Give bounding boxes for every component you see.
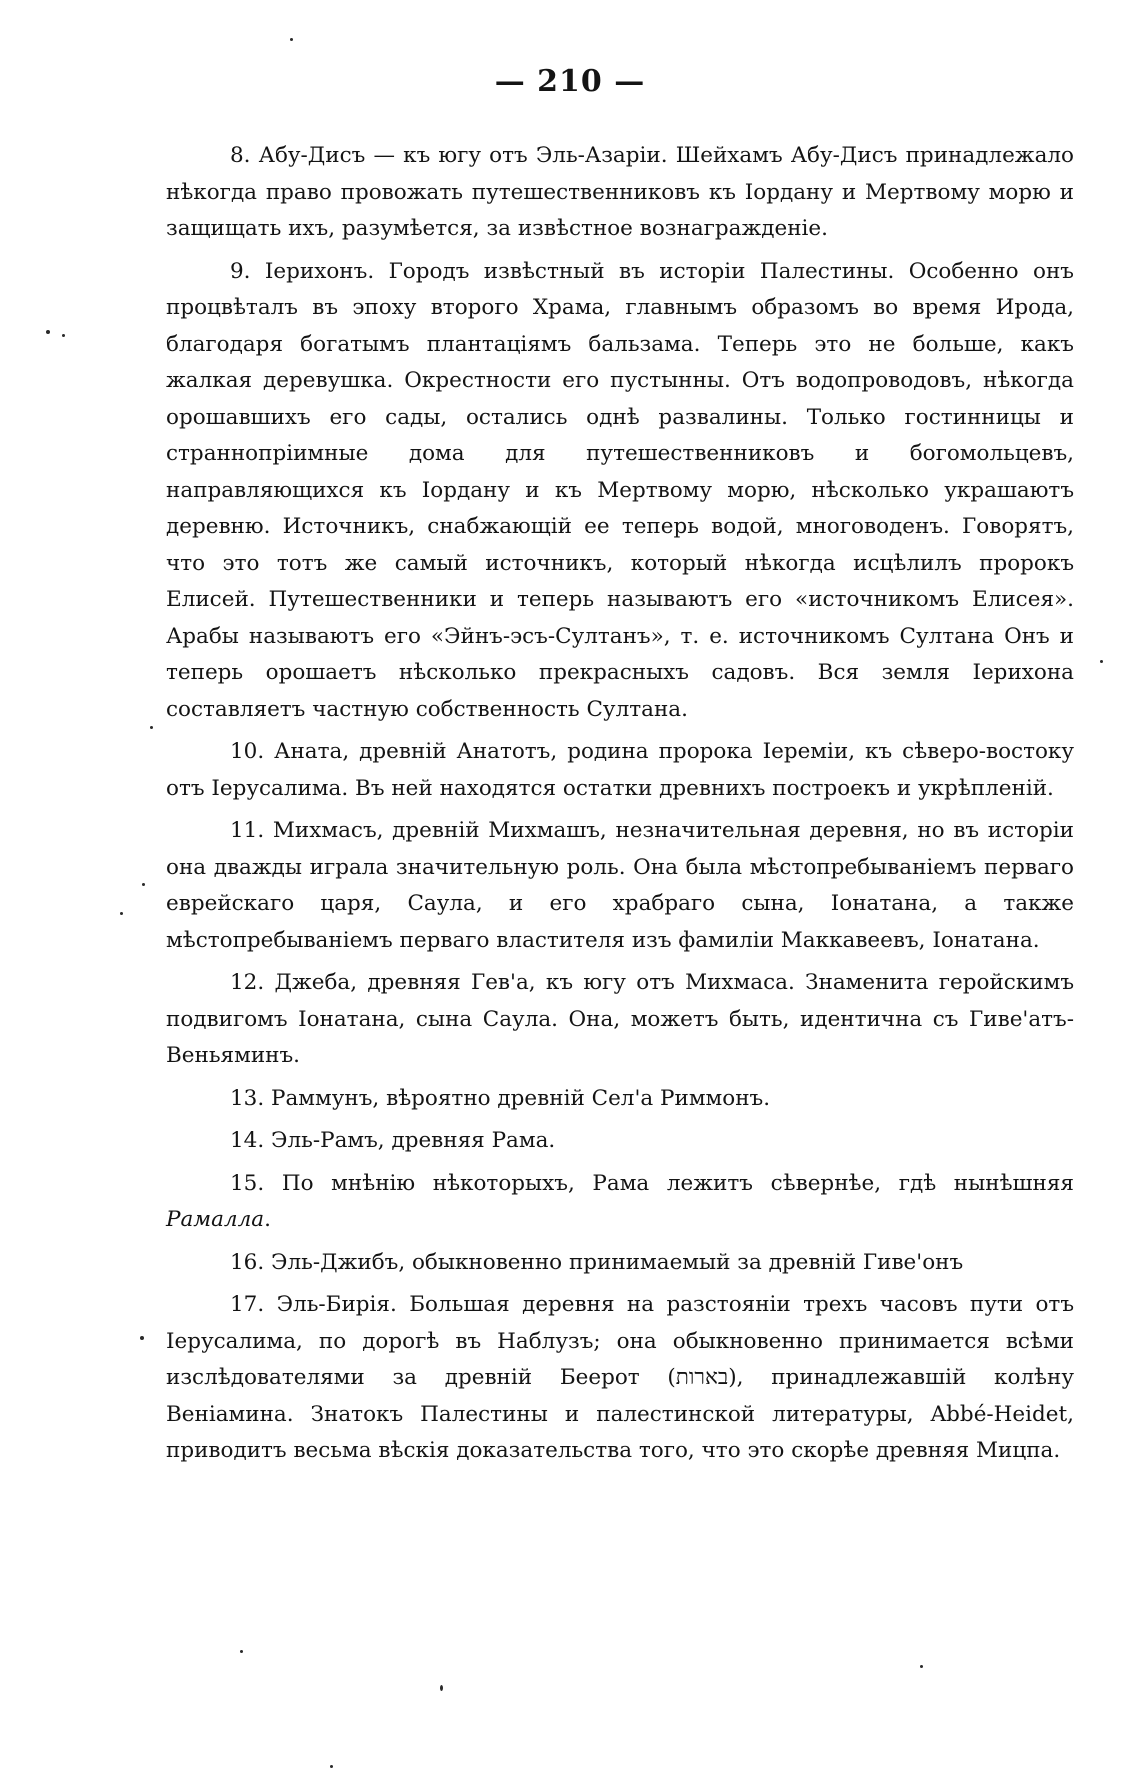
entry-10: 10. Аната, древній Анатотъ, родина пророка Іереміи, къ сѣверо-востоку отъ Іерусалима. Въ ней находятся остатки древнихъ построекъ и укрѣпленій. [166,739,1074,801]
entry-13: 13. Раммунъ, вѣроятно древній Сел'а Риммонъ. [230,1085,771,1111]
page-body [166,138,1074,1476]
entry-17: 17. Эль-Бирія. Большая деревня на разстояніи трехъ часовъ пути отъ Іерусалима, по дорогѣ въ Наблузъ; она обыкновенно принимается всѣми изслѣдователями за древній Беерот (בארות), принадлежавшій колѣну Веніамина. Знатокъ Палестины и палестинской литературы, Abbé-Heidet, приводитъ весьма вѣскія доказательства того, что это скорѣе древняя Мицпа. [166,1292,1075,1463]
scan-speck [920,1665,923,1668]
scan-speck [46,330,50,334]
scan-speck [150,726,153,729]
entry-15-italic: Рамалла [166,1207,265,1232]
scan-speck [140,1336,144,1340]
scan-speck [62,334,65,337]
entry-15-end: . [264,1207,271,1232]
entry-9: 9. Іерихонъ. Городъ извѣстный въ исторіи Палестины. Особенно онъ процвѣталъ въ эпоху второго Храма, главнымъ образомъ во время Ирода, благодаря богатымъ плантаціямъ бальзама. Теперь это не больше, какъ жалкая деревушка. Окрестности его пустынны. Отъ водопроводовъ, нѣкогда орошавшихъ его сады, остались однѣ развалины. Только гостинницы и страннопріимные дома для путешественниковъ и богомольцевъ, направляющихся къ Іордану и къ Мертвому морю, нѣсколько украшаютъ деревню. Источникъ, снабжающій ее теперь водой, многоводенъ. Говорятъ, что это тотъ же самый источникъ, который нѣкогда исцѣлилъ пророкъ Елисей. Путешественники и теперь называютъ его «источникомъ Елисея». Арабы называютъ его «Эйнъ-эсъ-Султанъ», т. е. источникомъ Султана Онъ и теперь орошаетъ нѣсколько прекрасныхъ садовъ. Вся земля Іерихона составляетъ частную собственность Султана. [166,258,1074,722]
scan-speck [240,1650,243,1653]
entry-16: 16. Эль-Джибъ, обыкновенно принимаемый за древній Гиве'онъ [230,1249,964,1275]
scan-speck [330,1765,333,1768]
scan-speck [120,912,123,915]
scan-speck [142,883,145,886]
entry-12: 12. Джеба, древняя Гев'а, къ югу отъ Михмаса. Знаменита геройскимъ подвигомъ Іонатана, сына Саула. Она, можетъ быть, идентична съ Гиве'атъ-Веньяминъ. [166,970,1074,1068]
scan-speck [290,38,293,41]
entry-8: 8. Абу-Дисъ — къ югу отъ Эль-Азаріи. Шейхамъ Абу-Дисъ принадлежало нѣкогда право провожать путешественниковъ къ Іордану и Мертвому морю и защищать ихъ, разумѣется, за извѣстное вознагражденіе. [166,143,1074,241]
entry-11: 11. Михмасъ, древній Михмашъ, незначительная деревня, но въ исторіи она дважды играла значительную роль. Она была мѣстопребываніемъ перваго еврейскаго царя, Саула, и его храбраго сына, Іонатана, а также мѣстопребываніемъ перваго властителя изъ фамиліи Маккавеевъ, Іонатана. [166,818,1074,953]
scan-speck [1100,660,1103,663]
entry-15 [166,1166,1074,1239]
entry-14: 14. Эль-Рамъ, древняя Рама. [230,1128,556,1153]
page-number: — 210 — [494,64,646,99]
scan-speck [440,1685,443,1691]
entry-15-text: 15. По мнѣнію нѣкоторыхъ, Рама лежитъ сѣвернѣе, гдѣ нынѣшняя [230,1170,1074,1196]
